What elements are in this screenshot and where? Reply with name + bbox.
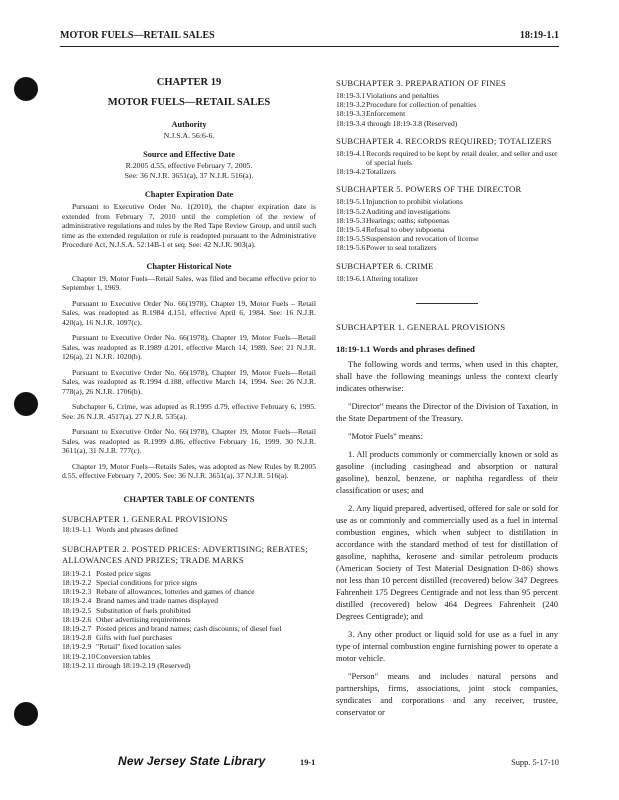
toc-entry-title: Auditing and investigations: [366, 206, 450, 216]
toc-entry: [62, 606, 316, 615]
body-paragraph: 1. All products commonly or commercially known or sold as gasoline (including casinghead and absorption or natural gasoline), benzol, benzene, or naphtha regardless of their classification or uses; and: [336, 448, 558, 495]
toc-entry-number: 18:19-2.8: [62, 633, 92, 643]
body-paragraph: "Director" means the Director of the Division of Taxation, in the State Department of the Treasury.: [336, 400, 558, 423]
chapter-number: CHAPTER 19: [156, 77, 222, 88]
binder-hole-middle: [14, 392, 38, 416]
toc-entry-title: Special conditions for price signs: [96, 577, 198, 587]
toc-subchapter-heading: SUBCHAPTER 5. POWERS OF THE DIRECTOR: [336, 184, 522, 195]
body-paragraph: "Motor Fuels" means:: [348, 430, 423, 441]
toc-entry-number: 18:19-5.4: [336, 225, 366, 235]
history-paragraph: Pursuant to Executive Order No. 66(1978), Chapter 19, Motor Fuels—Retail Sales, was readopted as R.1994 d.188, effective March 14, 1994. See: 26 N.J.R. 778(a), 26 N.J.R. 1706(b).: [62, 367, 316, 396]
toc-entry-list: [62, 569, 316, 670]
toc-entry-title: Injunction to prohibit violations: [366, 197, 463, 207]
toc-entry: [336, 207, 558, 216]
toc-entry-number: 18:19-3.1: [336, 91, 366, 100]
history-heading: Chapter Historical Note: [146, 261, 232, 271]
toc-entry: [62, 587, 316, 596]
toc-entry: [336, 149, 558, 167]
body-paragraph: 2. Any liquid prepared, advertised, offered for sale or sold for use as or commonly and commercially used as a fuel in internal combustion engines, which when subject to distillation in accordance with the standard method of test for distillation of gasoline, naphtha, kerosene and similar petroleum products (American Society of Test Material Designation D-86) shows not less than 10 percent distilled (recovered) below 347 Degrees Fahrenheit 175 Degrees Centigrade and not less than 95 percent distilled (recovered) below 464 Degrees Fahrenheit (240 Degrees Centigrade); and: [336, 502, 558, 621]
toc-entry-title: "Retail" fixed location sales: [96, 642, 181, 652]
expiration-heading: Chapter Expiration Date: [144, 190, 234, 199]
toc-entry: [62, 633, 316, 642]
toc-entry: [62, 642, 316, 651]
toc-entry: [336, 197, 558, 206]
toc-entry: [336, 109, 558, 118]
toc-subchapter-heading: SUBCHAPTER 6. CRIME: [336, 260, 434, 271]
body-paragraph: The following words and terms, when used in this chapter, shall have the following meanings unless the context clearly indicates otherwise:: [336, 358, 558, 393]
toc-entry-number: 18:19-2.10: [62, 651, 96, 661]
expiration-text: Pursuant to Executive Order No. 1(2010), the chapter expiration date is extended from February 7, 2010 until the completion of the review of administrative regulations and rules by the Red Tape Review Group, and until such time as the extended regulation or rule is readopted pursuant to the Administrative Procedure Act, N.J.S.A. 52:14B-1 et seq. See: 42 N.J.R. 903(a).: [62, 202, 316, 249]
history-paragraph: Chapter 19, Motor Fuels—Retails Sales, was adopted as New Rules by R.2005 d.55, effective February 7, 2005. See: 36 N.J.R. 3651(a), 37 N.J.R. 516(a).: [62, 461, 316, 480]
toc-entry: [336, 216, 558, 225]
toc-entry-number: 18:19-3.2: [336, 100, 366, 110]
header-title: MOTOR FUELS—RETAIL SALES: [60, 30, 215, 41]
toc-entry: [336, 234, 558, 243]
toc-entry-number: 18:19-5.3: [336, 215, 366, 225]
source-line: See: 36 N.J.R. 3651(a), 37 N.J.R. 516(a).: [124, 171, 254, 180]
history-paragraph: Pursuant to Executive Order No. 66(1978), Chapter 19, Motor Fuels—Retail Sales, was readopted as R.1989 d.201, effective March 14, 1989. See: 21 N.J.R. 126(a), 21 N.J.R. 1020(b).: [62, 333, 316, 361]
toc-entry: [336, 91, 558, 100]
toc-entry-number: 18:19-6.1: [336, 273, 366, 283]
toc-entry-title: Words and phrases defined: [96, 524, 178, 534]
toc-entry-title: Refusal to obey subpoena: [366, 225, 445, 235]
toc-entry-number: 18:19-2.6: [62, 614, 92, 624]
toc-entry: [336, 225, 558, 234]
source-line: R.2005 d.55, effective February 7, 2005.: [125, 161, 253, 170]
history-paragraph: Subchapter 6, Crime, was adopted as R.1995 d.79, effective February 6, 1995. See: 26 N.J.R. 4517(a), 27 N.J.R. 535(a).: [62, 402, 316, 421]
toc-entry: [62, 569, 316, 578]
supplement-date: Supp. 5-17-10: [511, 758, 559, 767]
toc-entry-list: [336, 197, 558, 252]
toc-entry-title: Power to seal totalizers: [366, 243, 437, 253]
toc-entry-list: [336, 149, 558, 177]
left-column: [62, 76, 316, 670]
binder-hole-bottom: [14, 702, 38, 726]
toc-entry-title: Brand names and trade names displayed: [96, 596, 219, 606]
toc-entry-title: Rebate of allowances, lotteries and games of chance: [96, 587, 255, 597]
toc-entry-reserved: 18:19-2.11 through 18:19-2.19 (Reserved): [62, 660, 191, 670]
toc-entry-number: 18:19-3.3: [336, 109, 366, 119]
body-paragraph: "Person" means and includes natural persons and partnerships, firms, associations, joint stock companies, syndicates and corporations and any receiver, trustee, conservator or: [336, 670, 558, 717]
toc-entry-number: 18:19-2.1: [62, 568, 92, 578]
toc-entry-list: [336, 274, 558, 283]
toc-subchapter-heading: SUBCHAPTER 2. POSTED PRICES: ADVERTISING; REBATES; ALLOWANCES AND PRIZES; TRADE MARKS: [62, 543, 308, 565]
toc-entry-title: Gifts with fuel purchases: [96, 633, 173, 643]
chapter-title: MOTOR FUELS—RETAIL SALES: [107, 97, 271, 108]
history-paragraph: Pursuant to Executive Order No. 66(1978), Chapter 19, Motor Fuels—Retail Sales, was readopted as R.1999 d.86, effective February 16, 1999. 30 N.J.R. 3611(a), 31 N.J.R. 777(c).: [62, 427, 316, 455]
history-paragraph: Chapter 19, Motor Fuels—Retail Sales, was filed and became effective prior to September 1, 1969.: [62, 273, 316, 292]
toc-entry-number: 18:19-2.4: [62, 596, 92, 606]
toc-subchapter-heading: SUBCHAPTER 3. PREPARATION OF FINES: [336, 78, 507, 88]
toc-entry-title: Procedure for collection of penalties: [366, 100, 477, 110]
binder-hole-top: [14, 77, 38, 101]
toc-entry-number: 18:19-2.9: [62, 642, 92, 652]
section-separator: [416, 303, 478, 304]
toc-entry: [62, 596, 316, 605]
toc-entry: [62, 652, 316, 661]
toc-entry-number: 18:19-2.2: [62, 577, 92, 587]
body-paragraph: 3. Any other product or liquid sold for use as a fuel in any type of internal combustion engine furnishing power to operate a motor vehicle.: [336, 628, 558, 663]
authority-text: N.J.S.A. 56:6-6.: [163, 131, 215, 140]
toc-entry-number: 18:19-5.5: [336, 234, 366, 244]
toc-entry-number: 18:19-4.2: [336, 167, 366, 177]
toc-entry-title: Records required to be kept by retail dealer, and seller and user of special fuels: [366, 148, 558, 168]
page-number: 19-1: [300, 758, 316, 767]
toc-entry-number: 18:19-2.7: [62, 623, 92, 633]
toc-entry-title: Other advertising requirements: [96, 614, 191, 624]
header-section-number: 18:19-1.1: [519, 30, 559, 41]
toc-entry-title: Posted price signs: [96, 568, 151, 578]
running-header: [60, 30, 559, 44]
toc-entry-reserved: 18:19-3.4 through 18:19-3.8 (Reserved): [336, 118, 458, 128]
section-title: 18:19-1.1 Words and phrases defined: [336, 343, 475, 354]
toc-entry: [336, 167, 558, 176]
library-logo: New Jersey State Library: [118, 754, 266, 768]
toc-entry-title: Suspension and revocation of license: [366, 234, 479, 244]
toc-entry: [62, 525, 316, 534]
toc-entry: [62, 624, 316, 633]
toc-subchapter-heading: SUBCHAPTER 4. RECORDS REQUIRED; TOTALIZERS: [336, 135, 552, 146]
toc-subchapter-heading: SUBCHAPTER 1. GENERAL PROVISIONS: [62, 513, 228, 524]
toc-entry-title: Conversion tables: [96, 651, 151, 661]
toc-entry: [62, 578, 316, 587]
toc-entry-number: 18:19-5.1: [336, 197, 366, 207]
toc-entry-title: Totalizers: [366, 167, 396, 177]
toc-entry-number: 18:19-5.6: [336, 243, 366, 253]
authority-heading: Authority: [171, 120, 207, 129]
toc-entry-title: Altering totalizer: [366, 273, 419, 283]
toc-entry: [336, 100, 558, 109]
source-heading: Source and Effective Date: [143, 150, 235, 159]
toc-entry-title: Substitution of fuels prohibited: [96, 605, 191, 615]
toc-heading: CHAPTER TABLE OF CONTENTS: [123, 494, 255, 504]
subchapter-heading: SUBCHAPTER 1. GENERAL PROVISIONS: [336, 321, 506, 332]
toc-entry: [336, 243, 558, 252]
right-column: [336, 78, 558, 718]
toc-entry-title: Posted prices and brand names; cash discounts; of diesel fuel: [96, 623, 282, 633]
toc-entry-list: [336, 91, 558, 128]
toc-entry-number: 18:19-2.5: [62, 605, 92, 615]
toc-entry-number: 18:19-1.1: [62, 524, 92, 534]
toc-entry-number: 18:19-2.3: [62, 587, 92, 597]
history-paragraph: Pursuant to Executive Order No. 66(1978), Chapter 19, Motor Fuels – Retail Sales, was readopted as R.1984 d.151, effective April 6, 1984. See: 16 N.J.R. 420(a), 16 N.J.R. 1097(c).: [62, 298, 316, 327]
toc-entry: [62, 615, 316, 624]
toc-entry-title: Enforcement: [366, 109, 406, 119]
toc-entry-number: 18:19-5.2: [336, 206, 366, 216]
toc-entry: [336, 274, 558, 283]
toc-entry-title: Violations and penalties: [366, 91, 439, 100]
toc-entry-number: 18:19-4.1: [336, 148, 366, 158]
header-rule: [60, 46, 559, 47]
toc-entry-title: Hearings; oaths; subpoenas: [366, 215, 450, 225]
